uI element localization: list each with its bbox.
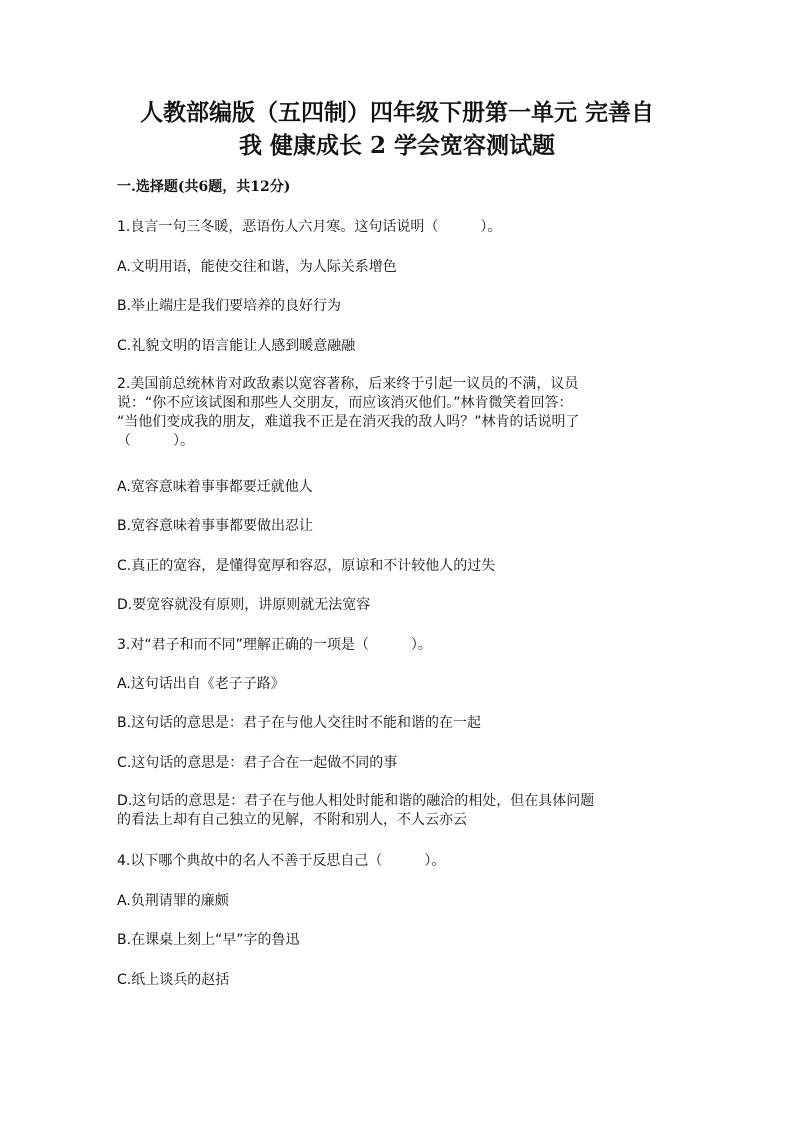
question-2-stem-line-1: 2.美国前总统林肯对政敌素以宽容著称，后来终于引起一议员的不满，议员 <box>117 376 579 392</box>
question-2-stem-line-3: “当他们变成我的朋友，难道我不正是在消灭我的敌人吗？”林肯的话说明了 <box>117 414 580 430</box>
question-3-option-d-line-2: 的看法上却有自己独立的见解，不附和别人，不人云亦云 <box>117 812 467 828</box>
question-1-option-b: B.举止端庄是我们要培养的良好行为 <box>117 298 342 314</box>
section-heading: 一.选择题(共6题，共12分) <box>117 179 291 195</box>
question-1-option-c: C.礼貌文明的语言能让人感到暖意融融 <box>117 338 356 354</box>
question-2-option-b: B.宽容意味着事事都要做出忍让 <box>117 518 314 534</box>
question-3-option-b: B.这句话的意思是：君子在与他人交往时不能和谐的在一起 <box>117 715 482 731</box>
question-2-option-d: D.要宽容就没有原则，讲原则就无法宽容 <box>117 597 371 613</box>
question-2-option-a: A.宽容意味着事事都要迁就他人 <box>117 479 313 495</box>
title-line-1: 人教部编版（五四制）四年级下册第一单元 完善自 <box>139 99 654 126</box>
question-4-option-c: C.纸上谈兵的赵括 <box>117 972 230 988</box>
page-title <box>100 96 694 162</box>
question-2-option-c: C.真正的宽容，是懂得宽厚和容忍，原谅和不计较他人的过失 <box>117 558 496 574</box>
question-3-option-c: C.这句话的意思是：君子合在一起做不同的事 <box>117 755 398 771</box>
question-1-option-a: A.文明用语，能使交往和谐，为人际关系增色 <box>117 259 397 275</box>
question-1-stem: 1.良言一句三冬暖，恶语伤人六月寒。这句话说明（ ）。 <box>117 219 502 235</box>
question-4-option-a: A.负荆请罪的廉颇 <box>117 893 229 909</box>
question-4-stem: 4.以下哪个典故中的名人不善于反思自己（ ）。 <box>117 853 446 869</box>
question-3-stem: 3.对“君子和而不同”理解正确的一项是（ ）。 <box>117 637 432 653</box>
question-2-stem-line-2: 说：“你不应该试图和那些人交朋友，而应该消灭他们。”林肯微笑着回答： <box>117 395 573 411</box>
question-3-option-a: A.这句话出自《老子子路》 <box>117 676 285 692</box>
title-line-2: 我 健康成长 2 学会宽容测试题 <box>238 132 556 159</box>
question-2-stem <box>117 375 677 451</box>
question-3-option-d <box>117 792 677 830</box>
question-2-stem-line-4: （ ）。 <box>117 433 194 449</box>
question-4-option-b: B.在课桌上刻上“早”字的鲁迅 <box>117 932 300 948</box>
question-3-option-d-line-1: D.这句话的意思是：君子在与他人相处时能和谐的融洽的相处，但在具体问题 <box>117 793 595 809</box>
